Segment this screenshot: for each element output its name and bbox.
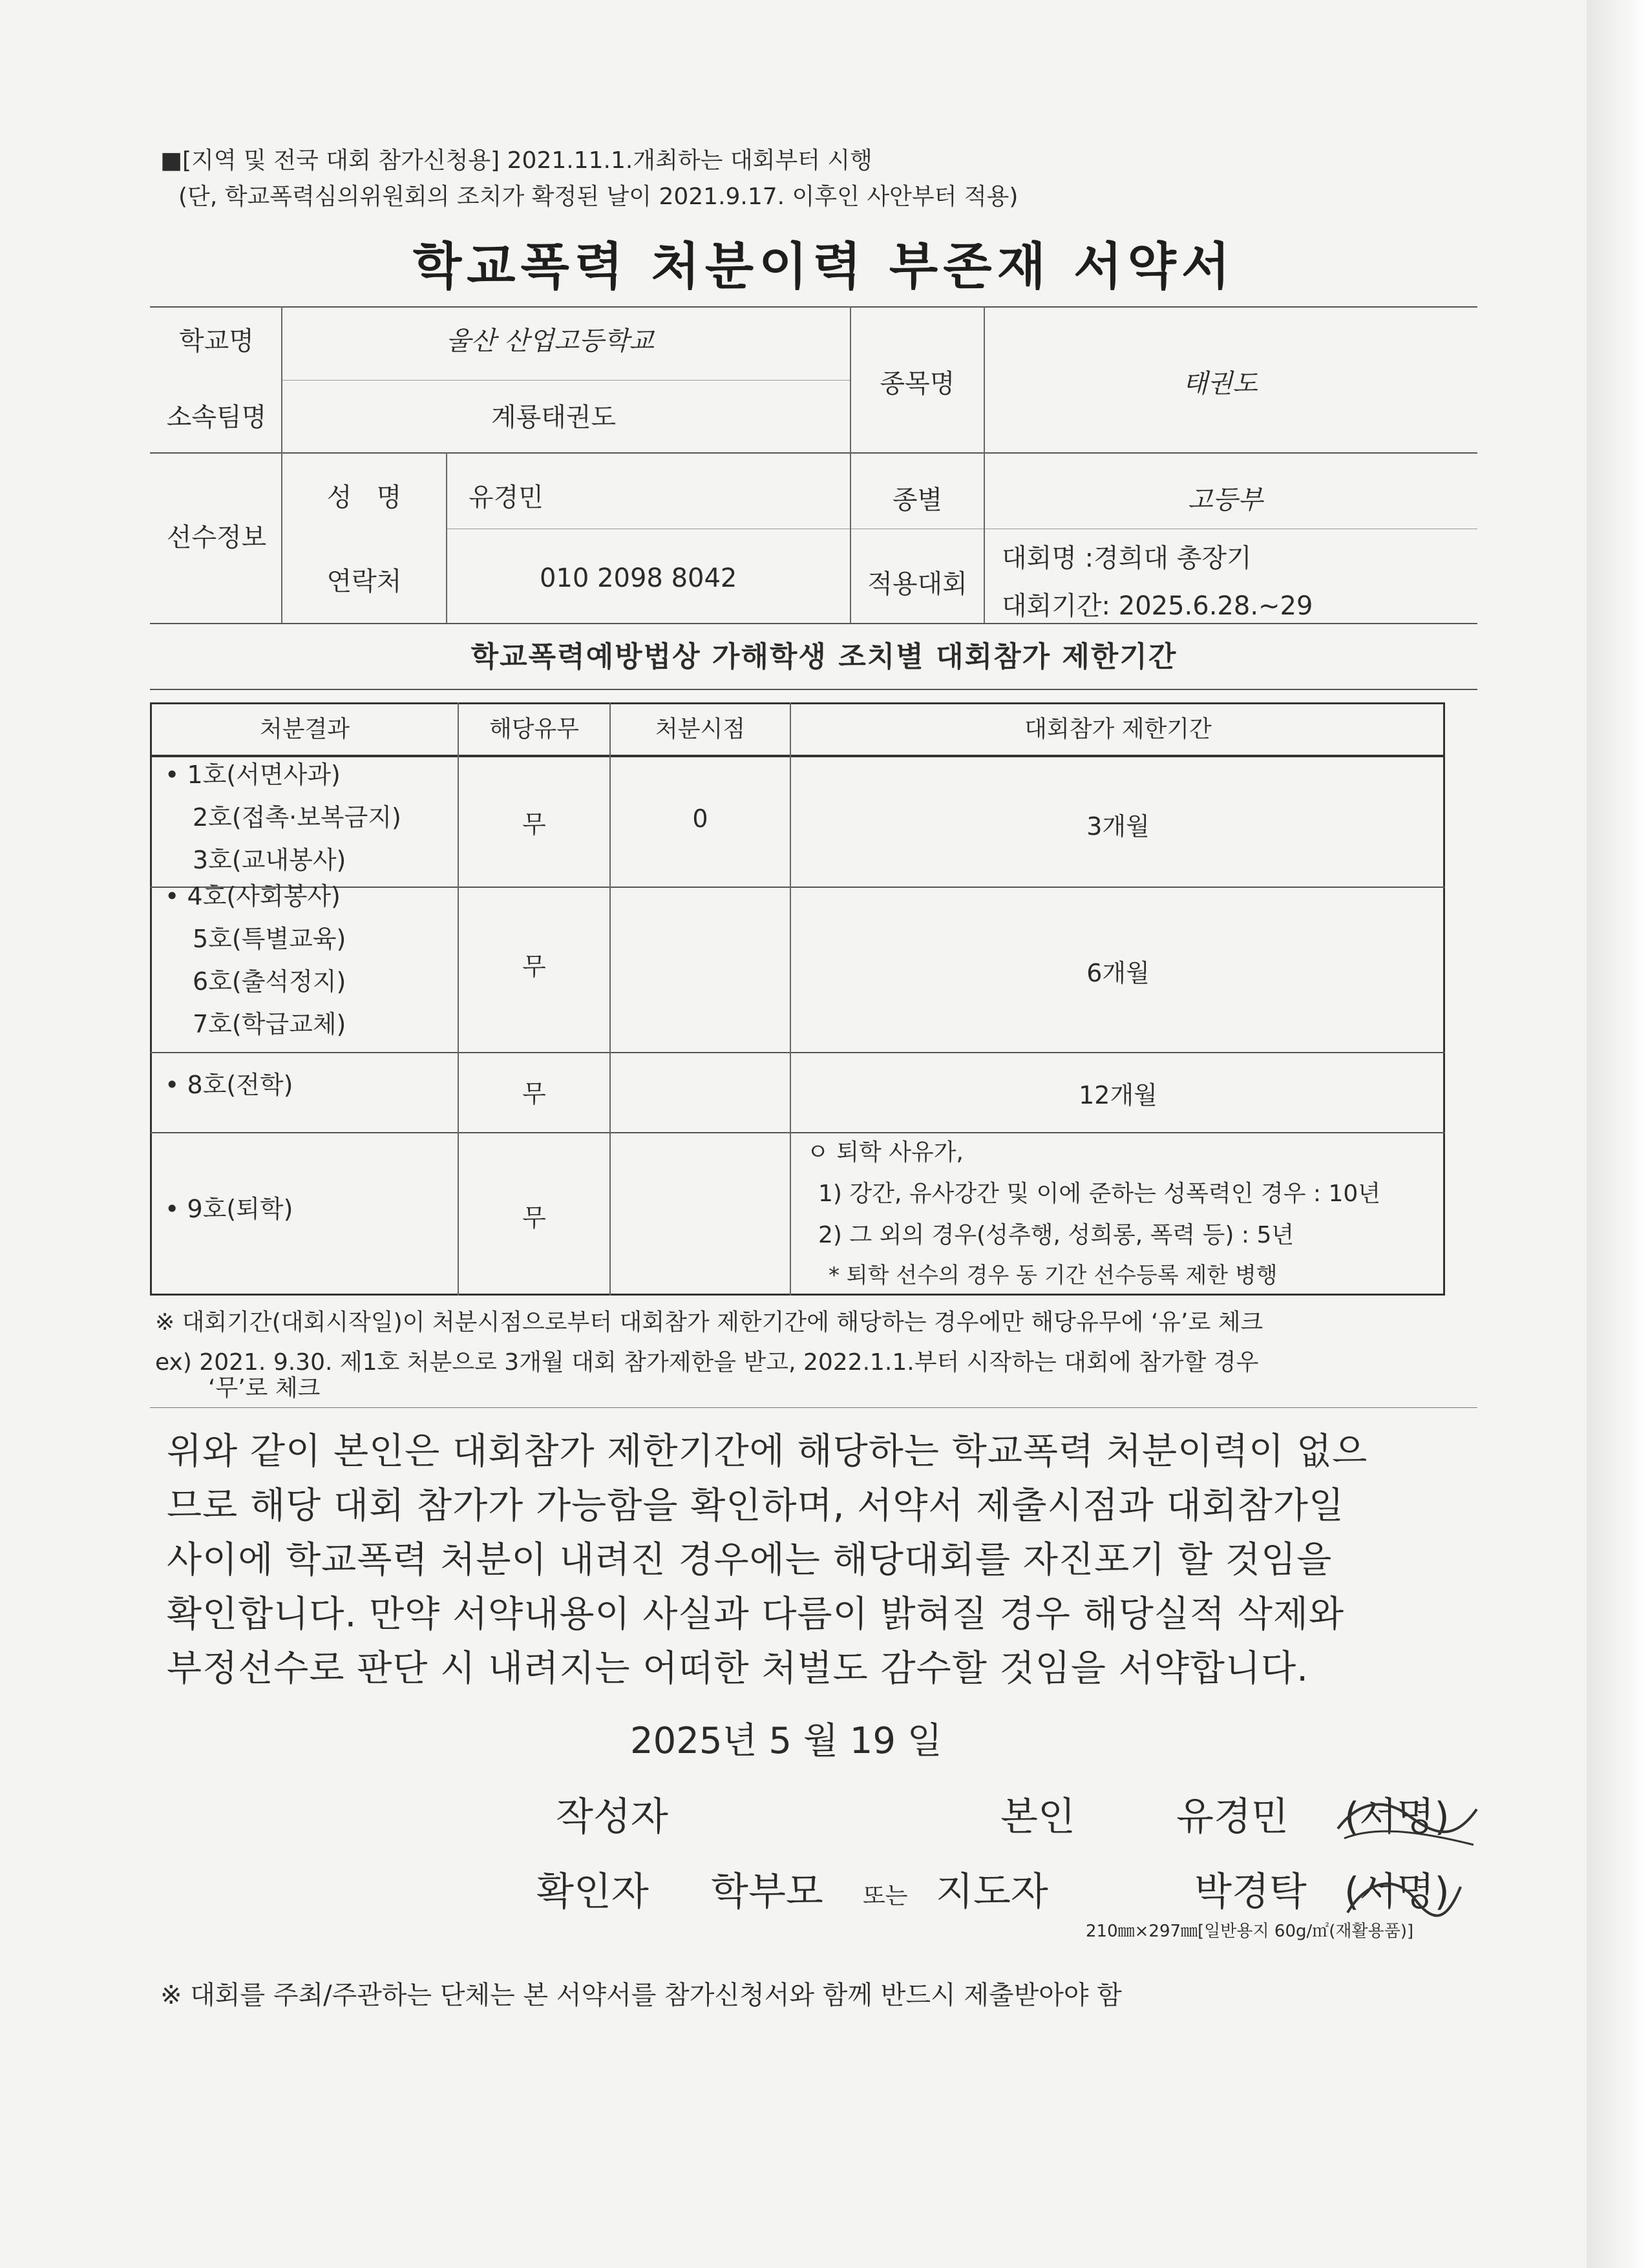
header-time: 처분시점 [655, 716, 746, 742]
table-row-2-limit: 6개월 [1086, 959, 1150, 987]
footer-note: ※ 대회를 주최/주관하는 단체는 본 서약서를 참가신청서와 함께 반드시 제출받아야 함 [160, 1980, 1122, 2010]
confirmer-signature-scribble [1338, 1861, 1467, 1926]
division-value: 고등부 [1188, 485, 1263, 515]
writer-signature-scribble [1331, 1790, 1480, 1854]
note-line-3: ‘무’로 체크 [208, 1375, 321, 1402]
player-info-label: 선수정보 [166, 523, 267, 552]
note-line-1: ※ 대회기간(대회시작일)이 처분시점으로부터 대회참가 제한기간에 해당하는 경우에만 해당유무에 ‘유’로 체크 [155, 1309, 1263, 1336]
info-bottom-border [150, 623, 1477, 624]
table-row-1-limit: 3개월 [1086, 812, 1150, 841]
header-limit: 대회참가 제한기간 [1024, 716, 1212, 742]
coach-label: 지도자 [936, 1869, 1048, 1915]
header-line-2: (단, 학교폭력심의위원회의 조치가 확정된 날이 2021.9.17. 이후인 사안부터 적용) [178, 184, 1019, 210]
table-row-2-item: 6호(출석정지) [193, 967, 346, 996]
table-row-4-limit-line: * 퇴학 선수의 경우 동 기간 선수등록 제한 병행 [829, 1263, 1278, 1288]
pledge-date: 2025년 5 월 19 일 [630, 1720, 942, 1762]
table-header-border [150, 755, 1445, 757]
table-row-4-applicable: 무 [522, 1204, 546, 1232]
restriction-subtitle: 학교폭력예방법상 가해학생 조치별 대회참가 제한기간 [470, 640, 1178, 673]
event-name: 대회명 :경희대 총장기 [1002, 543, 1252, 573]
table-row-1-item: • 1호(서면사과) [165, 761, 341, 789]
event-label: 적용대회 [867, 569, 967, 599]
table-row-2-item: 7호(학급교체) [193, 1010, 346, 1038]
notes-underline [150, 1407, 1477, 1408]
table-row-2-applicable: 무 [522, 952, 546, 981]
info-divider [150, 452, 1477, 454]
header-line-1: ■[지역 및 전국 대회 참가신청용] 2021.11.1.개최하는 대회부터 시행 [160, 147, 872, 174]
self-label: 본인 [1000, 1794, 1075, 1840]
paper-spec: 210㎜×297㎜[일반용지 60g/㎡(재활용품)] [1086, 1922, 1414, 1941]
table-row-border [150, 1132, 1445, 1133]
writer-name: 유경민 [1176, 1794, 1289, 1840]
table-row-4-item: • 9호(퇴학) [165, 1195, 293, 1223]
sport-value: 태권도 [1183, 369, 1258, 399]
note-line-2: ex) 2021. 9.30. 제1호 처분으로 3개월 대회 참가제한을 받고, 2022.1.1.부터 시작하는 대회에 참가할 경우 [155, 1349, 1259, 1376]
table-row-border [150, 1052, 1445, 1053]
subtitle-underline [150, 689, 1477, 690]
event-period: 대회기간: 2025.6.28.~29 [1002, 591, 1313, 621]
table-row-2-item: • 4호(사회봉사) [165, 882, 341, 910]
pledge-body: 위와 같이 본인은 대회참가 제한기간에 해당하는 학교폭력 처분이력이 없으 므로 해당 대회 참가가 가능함을 확인하며, 서약서 제출시점과 대회참가일 사이에 학교폭력 처분이 내려진 경우에는 해당대회를 자진포기 할 것임을 확인합니다. 만약 서약내용이 사실과 다름이 밝혀질 경우 해당실적 삭제와 부정선수로 판단 시 내려지는 어떠한 처벌도 감수할 것임을 서약합니다. [167, 1431, 1368, 1690]
document-title: 학교폭력 처분이력 부존재 서약서 [412, 238, 1236, 296]
info-top-border [150, 306, 1477, 308]
name-value: 유경민 [469, 483, 544, 512]
team-label: 소속팀명 [166, 403, 267, 432]
info-col-divider [446, 452, 447, 623]
writer-seal: (서명) [1344, 1794, 1450, 1840]
table-row-4-limit-line: 1) 강간, 유사강간 및 이에 준하는 성폭력인 경우 : 10년 [818, 1181, 1381, 1207]
confirmer-name: 박경탁 [1194, 1869, 1307, 1915]
team-value: 계룡태권도 [491, 403, 617, 432]
info-divider [281, 380, 850, 381]
or-label: 또는 [863, 1883, 908, 1909]
parent-label: 학부모 [711, 1869, 823, 1915]
header-result: 처분결과 [259, 716, 350, 742]
table-row-1-applicable: 무 [522, 810, 546, 839]
school-value: 울산 산업고등학교 [446, 326, 654, 356]
table-row-border [150, 887, 1445, 888]
confirmer-seal: (서명) [1344, 1869, 1450, 1915]
table-row-1-item: 3호(교내봉사) [193, 846, 346, 874]
info-col-divider [984, 306, 985, 623]
table-row-3-limit: 12개월 [1079, 1081, 1157, 1109]
name-label: 성 명 [326, 483, 402, 512]
table-row-1-time: 0 [692, 804, 708, 833]
contact-label: 연락처 [326, 567, 402, 596]
table-row-4-limit-line: ㅇ 퇴학 사유가, [807, 1139, 964, 1166]
writer-label: 작성자 [556, 1794, 668, 1840]
table-col-divider [609, 702, 611, 1296]
table-row-2-item: 5호(특별교육) [193, 925, 346, 953]
school-label: 학교명 [179, 326, 254, 356]
table-row-3-item: • 8호(전학) [165, 1071, 293, 1099]
table-row-3-applicable: 무 [522, 1080, 546, 1108]
confirmer-label: 확인자 [536, 1869, 649, 1915]
table-row-1-item: 2호(접촉·보복금지) [193, 803, 401, 832]
division-label: 종별 [892, 485, 943, 515]
table-col-divider [790, 702, 791, 1296]
sport-label: 종목명 [880, 369, 955, 399]
contact-value: 010 2098 8042 [540, 563, 737, 593]
table-row-4-limit-line: 2) 그 외의 경우(성추행, 성희롱, 폭력 등) : 5년 [818, 1222, 1294, 1248]
header-applicable: 해당유무 [489, 716, 580, 742]
scan-edge [1587, 0, 1648, 2268]
